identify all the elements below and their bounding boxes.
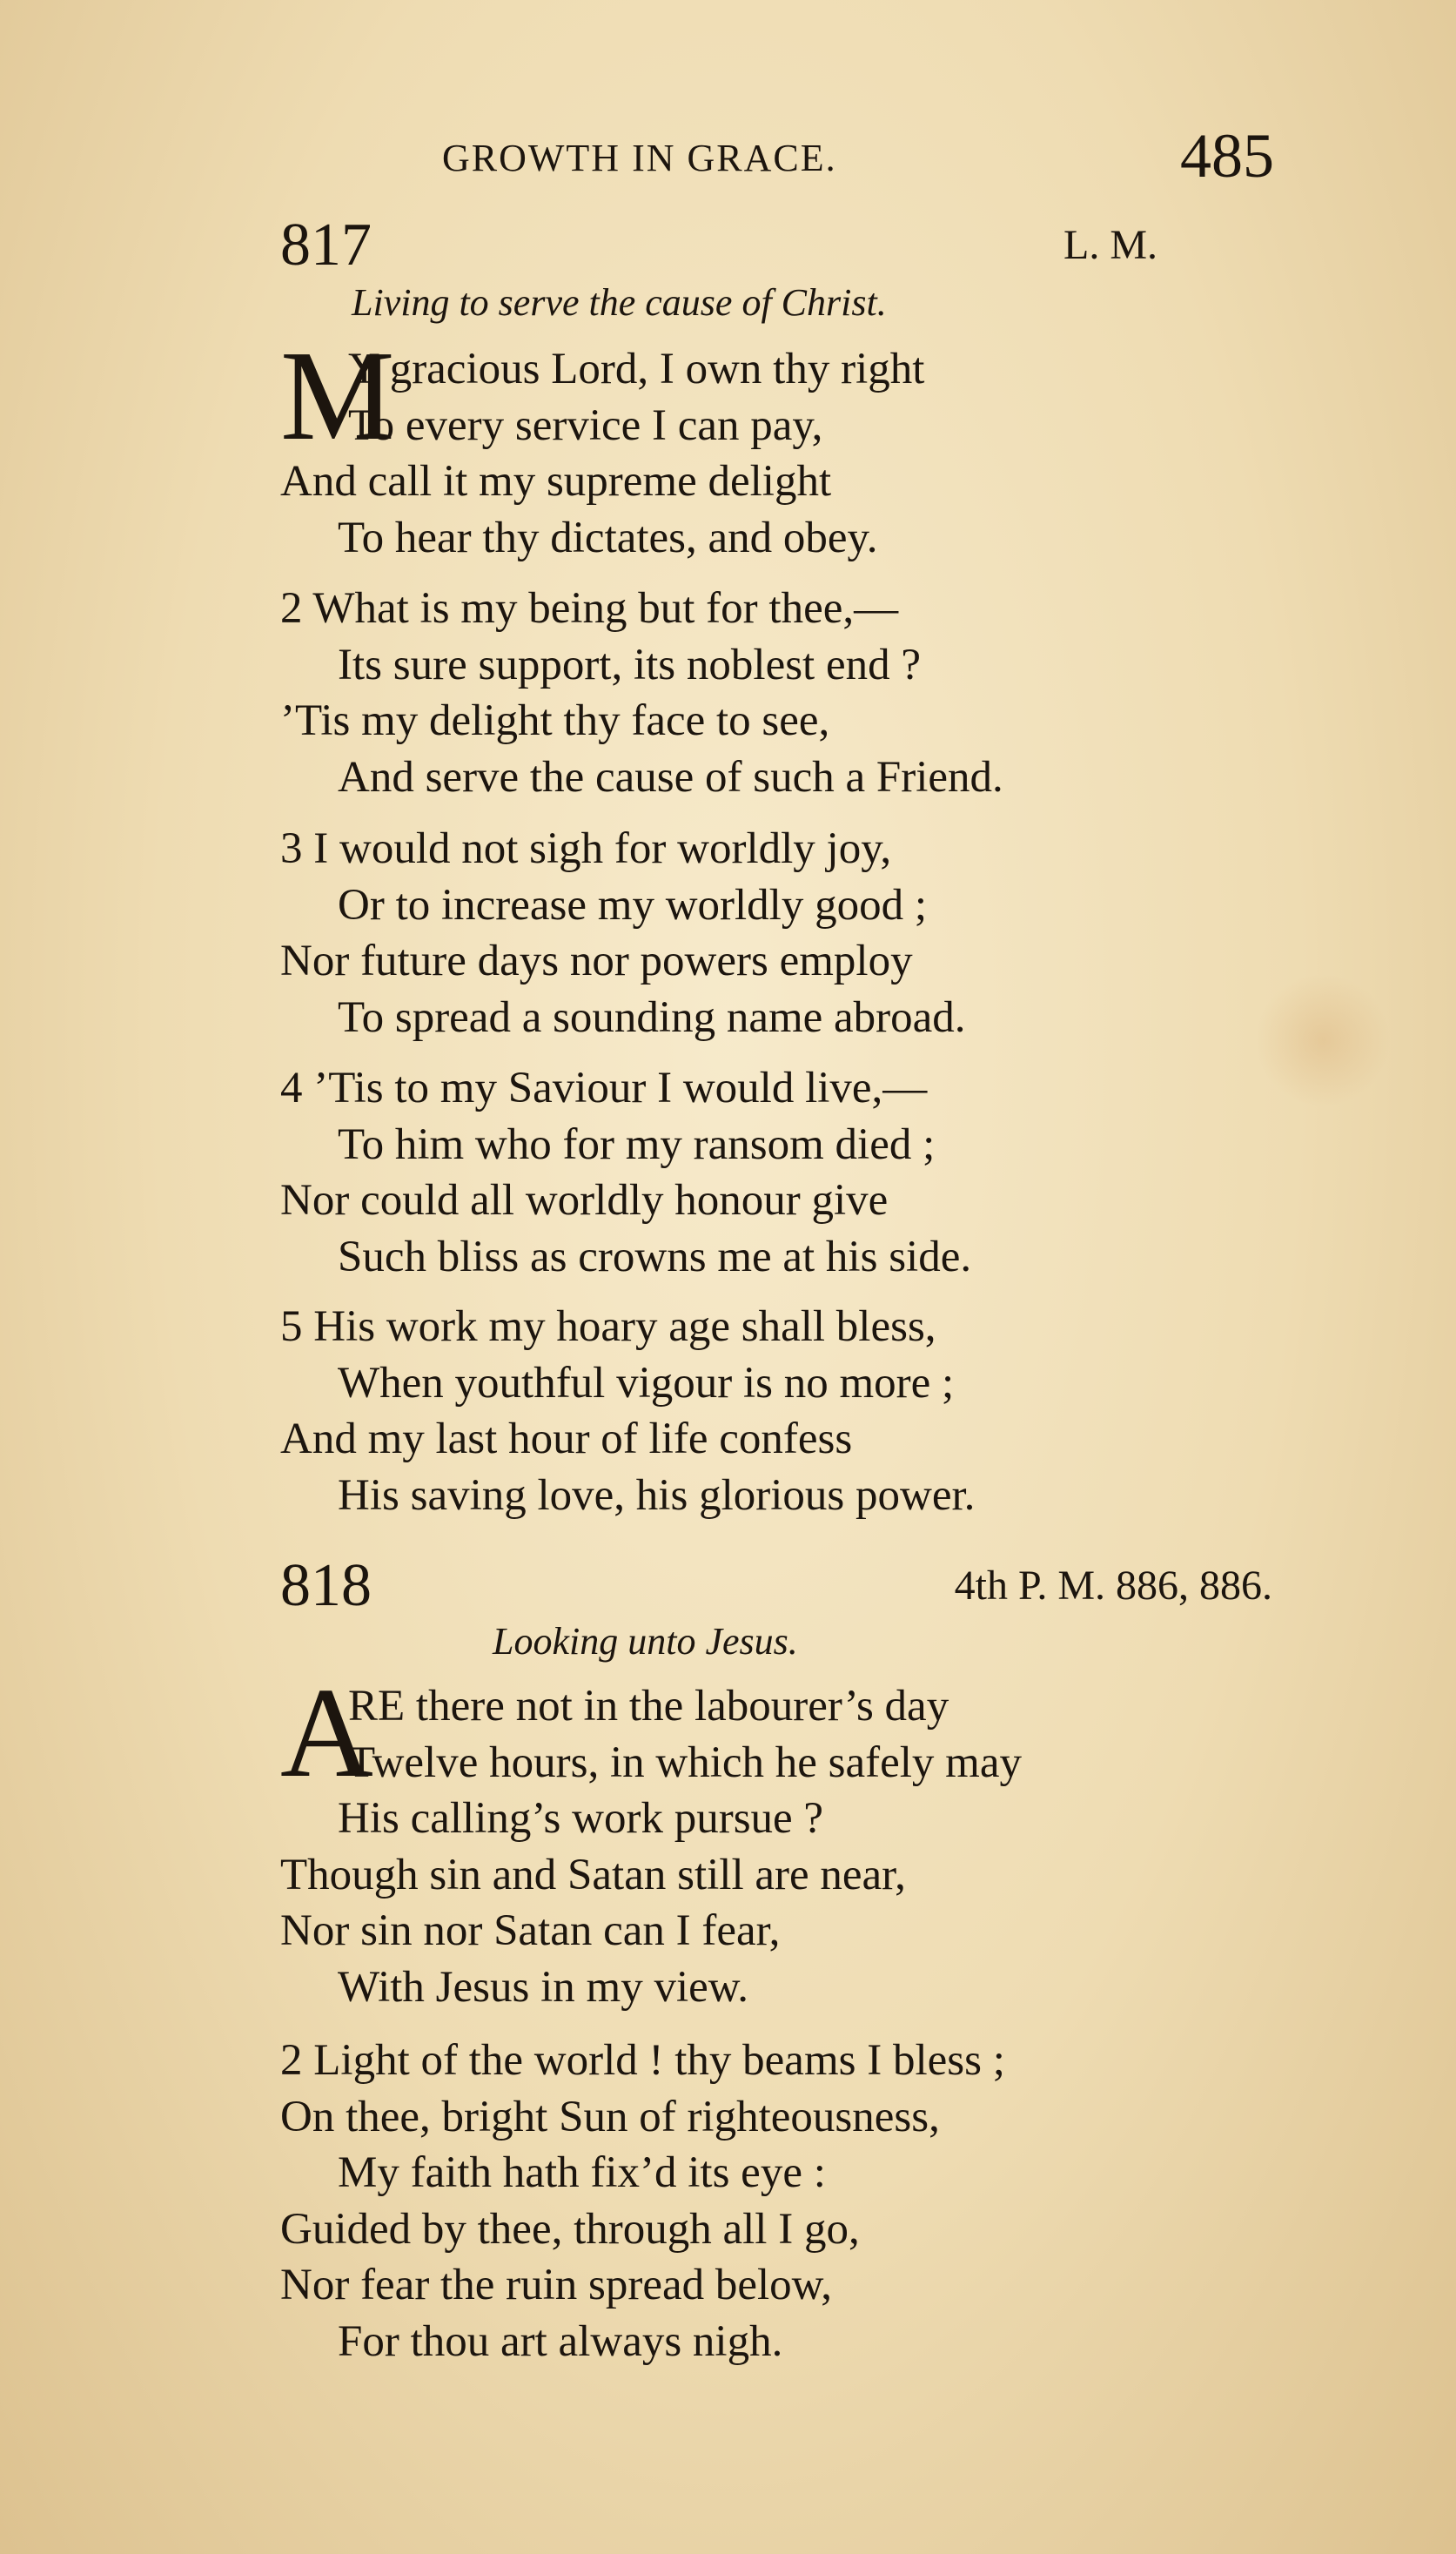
verse-line: ’Tis my delight thy face to see, xyxy=(280,696,830,745)
verse-line: 2 Light of the world ! thy beams I bless ; xyxy=(280,2036,1005,2085)
hymn-817-stanza-5 xyxy=(280,1299,1307,1523)
verse-line: 3 I would not sigh for worldly joy, xyxy=(280,824,892,873)
hymn-817-header xyxy=(280,211,1272,280)
verse-line: Or to increase my worldly good ; xyxy=(338,880,928,930)
verse-line: Though sin and Satan still are near, xyxy=(280,1850,906,1899)
drop-cap: M xyxy=(280,325,395,467)
verse-line: Nor future days nor powers employ xyxy=(280,937,913,985)
verse-line: And serve the cause of such a Friend. xyxy=(338,752,1003,802)
verse-line: 2 What is my being but for thee,— xyxy=(280,584,899,633)
verse-line: To him who for my ransom died ; xyxy=(338,1119,936,1169)
verse-line: RE there not in the labourer’s day xyxy=(348,1682,949,1731)
verse-line: My faith hath fix’d its eye : xyxy=(338,2148,826,2197)
verse-line: To every service I can pay, xyxy=(348,400,823,450)
verse-line: To spread a sounding name abroad. xyxy=(338,992,966,1042)
hymn-meter: 4th P. M. 886, 886. xyxy=(954,1563,1272,1609)
verse-line: For thou art always nigh. xyxy=(338,2316,783,2366)
verse-line: Such bliss as crowns me at his side. xyxy=(338,1232,972,1281)
hymn-818-stanza-2 xyxy=(280,2033,1307,2369)
verse-line: 5 His work my hoary age shall bless, xyxy=(280,1302,936,1351)
page-title: GROWTH IN GRACE. xyxy=(442,137,837,179)
hymn-818-header xyxy=(280,1551,1272,1621)
verse-line: Nor fear the ruin spread below, xyxy=(280,2261,832,2309)
hymn-818-stanza-1 xyxy=(280,1662,1307,2015)
hymn-subtitle: Living to serve the cause of Christ. xyxy=(352,281,887,324)
verse-line: And call it my supreme delight xyxy=(280,457,832,506)
hymn-817-stanza-4 xyxy=(280,1060,1307,1285)
verse-line: Nor sin nor Satan can I fear, xyxy=(280,1906,781,1955)
verse-line: Its sure support, its noblest end ? xyxy=(338,640,921,689)
verse-line: When youthful vigour is no more ; xyxy=(338,1358,955,1408)
verse-line: Nor could all worldly honour give xyxy=(280,1176,889,1225)
running-head xyxy=(442,121,1295,198)
verse-line: Twelve hours, in which he safely may xyxy=(348,1737,1022,1787)
verse-line: 4 ’Tis to my Saviour I would live,— xyxy=(280,1064,928,1112)
verse-line: And my last hour of life confess xyxy=(280,1415,853,1463)
hymn-817-stanza-1 xyxy=(280,325,1307,566)
hymn-meter: L. M. xyxy=(1063,222,1157,268)
verse-line: With Jesus in my view. xyxy=(338,1962,749,2012)
hymn-817-stanza-3 xyxy=(280,821,1307,1045)
page-number: 485 xyxy=(1180,121,1274,191)
verse-line: On thee, bright Sun of righteousness, xyxy=(280,2092,940,2141)
verse-line: His calling’s work pursue ? xyxy=(338,1794,824,1843)
hymn-817-stanza-2 xyxy=(280,581,1307,805)
verse-line: Guided by thee, through all I go, xyxy=(280,2204,860,2254)
verse-line: Y gracious Lord, I own thy right xyxy=(348,345,925,393)
hymn-subtitle: Looking unto Jesus. xyxy=(493,1620,798,1663)
verse-line: His saving love, his glorious power. xyxy=(338,1470,976,1520)
verse-line: To hear thy dictates, and obey. xyxy=(338,513,878,562)
hymn-number: 817 xyxy=(280,212,372,279)
drop-cap: A xyxy=(280,1662,373,1805)
hymn-number: 818 xyxy=(280,1552,372,1619)
